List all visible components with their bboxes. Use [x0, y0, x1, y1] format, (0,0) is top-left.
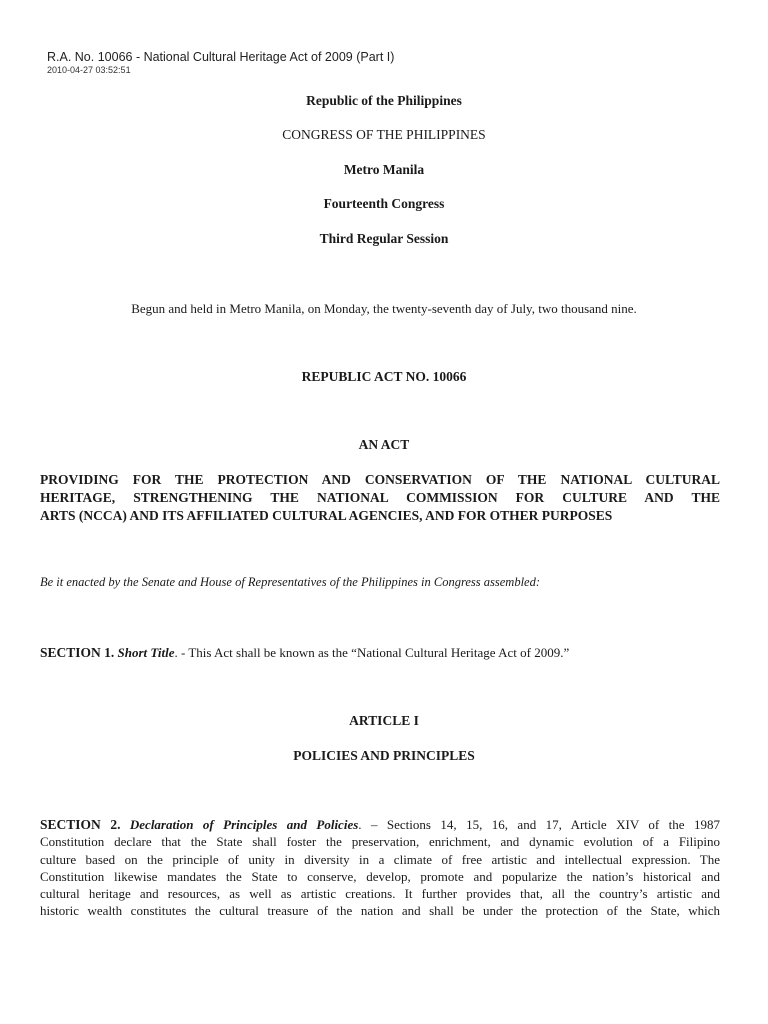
- congress-number-heading: Fourteenth Congress: [323, 196, 445, 211]
- article-1-number: ARTICLE I: [349, 713, 419, 728]
- section-2: [40, 816, 720, 920]
- act-heading: AN ACT: [358, 437, 410, 452]
- section-2-label: SECTION 2.: [40, 817, 121, 832]
- section-1-label: SECTION 1.: [40, 645, 115, 660]
- act-title-line: PROVIDING FOR THE PROTECTION AND CONSERVATION OF THE NATIONAL CULTURAL: [40, 472, 720, 487]
- begun-statement: Begun and held in Metro Manila, on Monday, the twenty-seventh day of July, two thousand nine.: [131, 301, 637, 316]
- republic-heading: Republic of the Philippines: [306, 93, 462, 108]
- session-heading: Third Regular Session: [319, 231, 449, 246]
- section-2-line: Constitution likewise mandates the State to conserve, develop, promote and popularize the nation’s historical and: [40, 868, 720, 884]
- section-2-line: historic wealth constitutes the cultural treasure of the nation and shall be under the protection of the State, which: [40, 903, 720, 919]
- section-2-line: cultural heritage and resources, as well as artistic creations. It further provides that, all the country’s artistic and: [40, 886, 720, 902]
- location-heading: Metro Manila: [343, 162, 425, 177]
- congress-heading: CONGRESS OF THE PHILIPPINES: [282, 127, 486, 142]
- article-1-title: POLICIES AND PRINCIPLES: [293, 748, 475, 763]
- document-timestamp: 2010-04-27 03:52:51: [47, 65, 131, 75]
- section-2-first-line: [40, 816, 720, 833]
- act-title-line: ARTS (NCCA) AND ITS AFFILIATED CULTURAL AGENCIES, AND FOR OTHER PURPOSES: [40, 508, 613, 523]
- section-2-name: Declaration of Principles and Policies: [129, 817, 359, 832]
- act-title: [40, 471, 720, 525]
- section-2-first-line-text: . – Sections 14, 15, 16, and 17, Article XIV of the 1987: [358, 817, 720, 832]
- section-1: [40, 645, 569, 661]
- enacting-clause: Be it enacted by the Senate and House of Representatives of the Philippines in Congress assembled:: [40, 575, 541, 589]
- section-2-line: Constitution declare that the State shall foster the preservation, enrichment, and dynamic evolution of a Filipino: [40, 834, 720, 850]
- section-2-line: culture based on the principle of unity in diversity in a climate of free artistic and intellectual expression. The: [40, 851, 720, 867]
- section-1-separator: . -: [174, 645, 186, 660]
- section-1-text: This Act shall be known as the “National Cultural Heritage Act of 2009.”: [188, 645, 570, 660]
- act-number: REPUBLIC ACT NO. 10066: [301, 369, 467, 384]
- section-1-name: Short Title: [117, 645, 175, 660]
- document-header: [47, 50, 394, 76]
- act-title-line: HERITAGE, STRENGTHENING THE NATIONAL COMMISSION FOR CULTURE AND THE: [40, 490, 720, 505]
- document-title: R.A. No. 10066 - National Cultural Heritage Act of 2009 (Part I): [47, 50, 395, 64]
